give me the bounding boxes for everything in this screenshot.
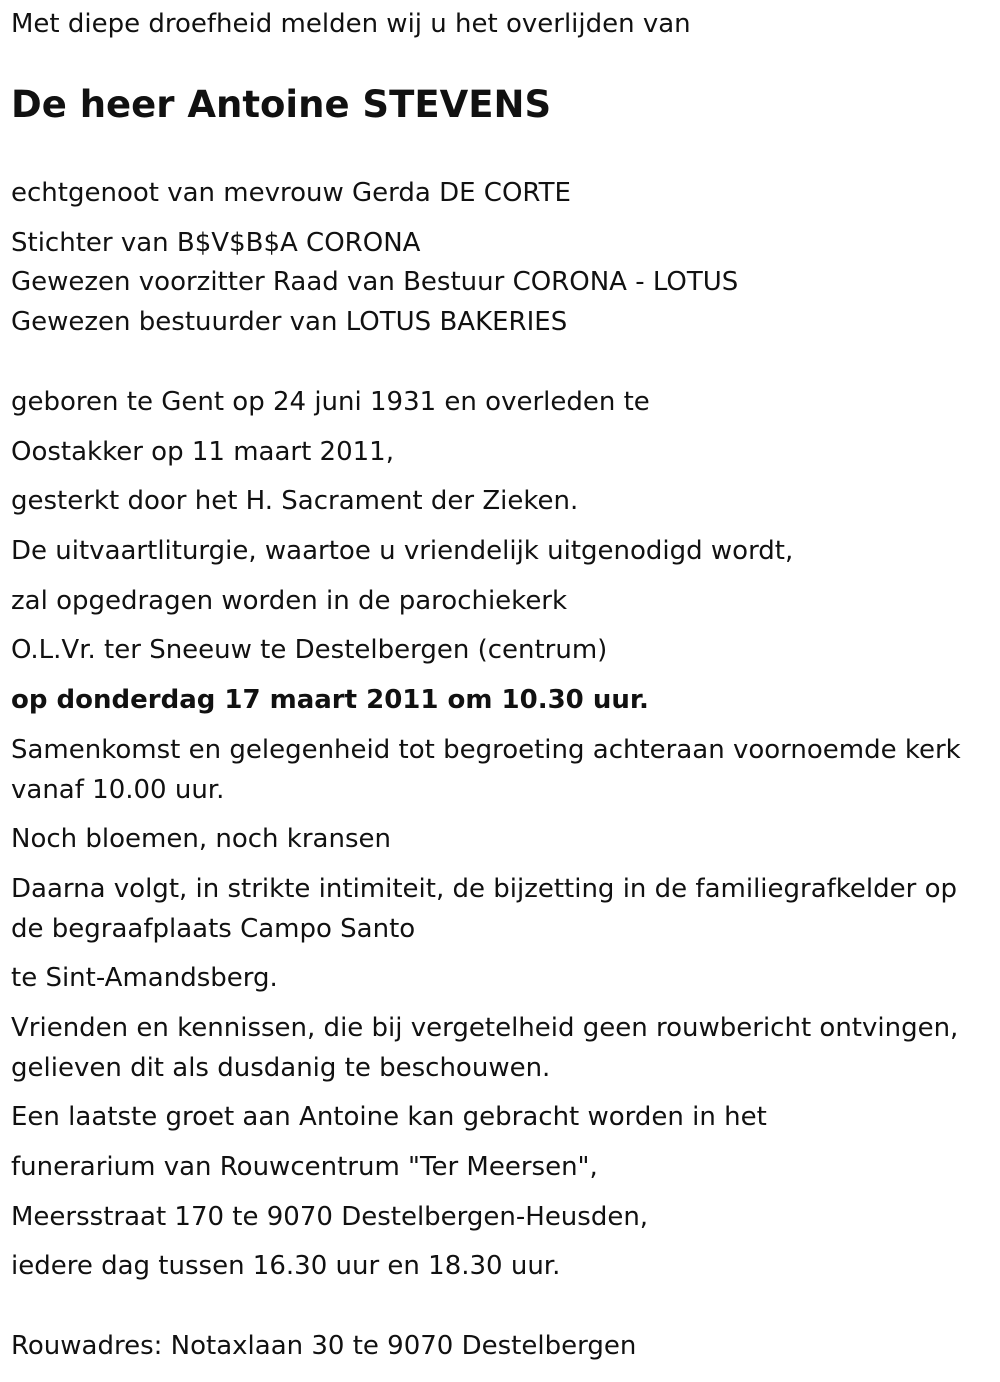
role-line: Stichter van B$V$B$A CORONA <box>11 228 421 258</box>
liturgy-text: zal opgedragen worden in de parochiekerk <box>11 586 568 616</box>
visit-text: Meersstraat 170 te 9070 Destelbergen-Heusden, <box>11 1202 649 1232</box>
burial-text: Daarna volgt, in strikte intimiteit, de bijzetting in de familiegrafkelder op de begraafplaats Campo Santo <box>11 874 958 944</box>
liturgy-text: De uitvaartliturgie, waartoe u vriendelijk uitgenodigd wordt, <box>11 536 794 566</box>
funeral-date: op donderdag 17 maart 2011 om 10.30 uur. <box>11 685 649 715</box>
visit-text: Een laatste groet aan Antoine kan gebracht worden in het <box>11 1102 767 1132</box>
sacrament-text: gesterkt door het H. Sacrament der Zieken. <box>11 486 579 516</box>
birth-death-text: geboren te Gent op 24 juni 1931 en overleden te <box>11 387 650 417</box>
visit-text: iedere dag tussen 16.30 uur en 18.30 uur. <box>11 1251 561 1281</box>
burial-place-text: te Sint-Amandsberg. <box>11 963 278 993</box>
spouse-text: echtgenoot van mevrouw Gerda DE CORTE <box>11 178 571 208</box>
flowers-text: Noch bloemen, noch kransen <box>11 824 391 854</box>
visit-text: funerarium van Rouwcentrum "Ter Meersen", <box>11 1152 598 1182</box>
role-line: Gewezen bestuurder van LOTUS BAKERIES <box>11 307 568 337</box>
church-text: O.L.Vr. ter Sneeuw te Destelbergen (centrum) <box>11 635 608 665</box>
mourning-address: Rouwadres: Notaxlaan 30 te 9070 Destelbergen <box>11 1331 637 1361</box>
role-line: Gewezen voorzitter Raad van Bestuur CORONA - LOTUS <box>11 267 739 297</box>
gathering-text: Samenkomst en gelegenheid tot begroeting achteraan voornoemde kerk vanaf 10.00 uur. <box>11 735 961 805</box>
birth-death-text: Oostakker op 11 maart 2011, <box>11 437 394 467</box>
notice-text: Vrienden en kennissen, die bij vergetelheid geen rouwbericht ontvingen, gelieven dit als dusdanig te beschouwen. <box>11 1013 959 1083</box>
deceased-name: De heer Antoine STEVENS <box>11 83 552 126</box>
intro-text: Met diepe droefheid melden wij u het overlijden van <box>11 9 691 39</box>
